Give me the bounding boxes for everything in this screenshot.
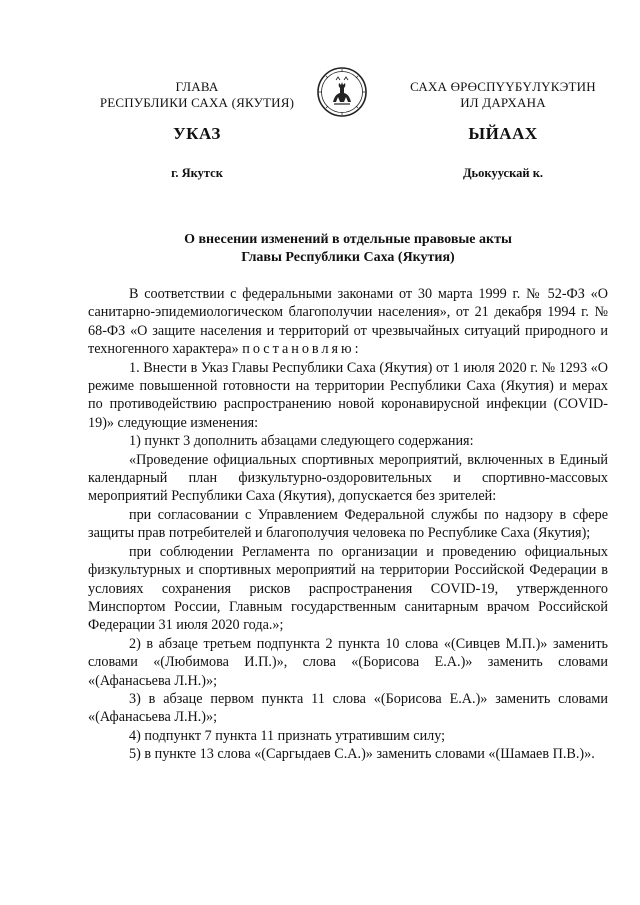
paragraph-subitem-1: 1) пункт 3 дополнить абзацами следующего содержания: <box>129 433 474 450</box>
header-left-block <box>92 79 302 111</box>
paragraph-quote: «Проведение официальных спортивных мероприятий, включенных в Единый календарный план физкультурно-оздоровительных и спортивно-массовых мероприятий Республики Саха (Якутия), допускается без зрителей: <box>88 451 608 505</box>
paragraph-preamble <box>88 285 608 359</box>
header-left-line2: РЕСПУБЛИКИ САХА (ЯКУТИЯ) <box>99 95 295 110</box>
paragraph-item-1: 1. Внести в Указ Главы Республики Саха (Якутия) от 1 июля 2020 г. № 1293 «О режиме повышенной готовности на территории Республики Саха (Якутия) и мерах по противодействию распространению новой коронавирусной инфекции (COVID-19)» следующие изменения: <box>88 359 608 431</box>
paragraph-condition-2: при соблюдении Регламента по организации и проведению официальных физкультурных и спортивных мероприятий на территории Российской Федерации в условиях сохранения рисков распространения COVID-19, утвержденного Минспортом России, Главным государственным санитарным врачом Российской Федерации 31 июля 2020 года.»; <box>88 543 608 634</box>
doc-type-ru: УКАЗ <box>173 124 221 143</box>
paragraph-subitem-3: 3) в абзаце первом пункта 11 слова «(Борисова Е.А.)» заменить словами «(Афанасьева Л.Н.)»; <box>88 690 608 726</box>
doc-type-sah: ЫЙААХ <box>468 124 538 143</box>
paragraph-subitem-2: 2) в абзаце третьем подпункта 2 пункта 10 слова «(Сивцев М.П.)» заменить словами «(Любимова И.П.)», слова «(Борисова Е.А.)» заменить словами «(Афанасьева Л.Н.)»; <box>88 635 608 689</box>
preamble-text: В соответствии с федеральными законами от 30 марта 1999 г. № 52-ФЗ «О санитарно-эпидемиологическом благополучии населения», от 21 декабря 1994 г. № 68-ФЗ «О защите населения и территорий от чрезвычайных ситуаций природного и техногенного характера» <box>88 286 608 358</box>
header-right-line1: САХА ӨРӨСПҮҮБҮЛҮКЭТИН <box>410 79 596 94</box>
document-title <box>88 231 608 267</box>
title-line1: О внесении изменений в отдельные правовые акты <box>184 232 512 247</box>
document-body <box>88 285 608 764</box>
paragraph-subitem-4: 4) подпункт 7 пункта 11 признать утратившим силу; <box>129 727 446 744</box>
preamble-decree-word: постановляю: <box>242 341 362 358</box>
header-right-block <box>398 79 608 111</box>
title-line2: Главы Республики Саха (Якутия) <box>241 250 455 265</box>
city-sah: Дьокуускай к. <box>462 166 544 180</box>
header-left-line1: ГЛАВА <box>175 79 219 94</box>
city-ru: г. Якутск <box>171 166 223 180</box>
paragraph-condition-1: при согласовании с Управлением Федеральной службы по надзору в сфере защиты прав потребителей и благополучия человека по Республике Саха (Якутия); <box>88 506 608 542</box>
paragraph-subitem-5: 5) в пункте 13 слова «(Саргыдаев С.А.)» заменить словами «(Шамаев П.В.)». <box>129 746 595 763</box>
coat-of-arms-icon <box>316 66 368 118</box>
header-right-line2: ИЛ ДАРХАНА <box>460 95 546 110</box>
